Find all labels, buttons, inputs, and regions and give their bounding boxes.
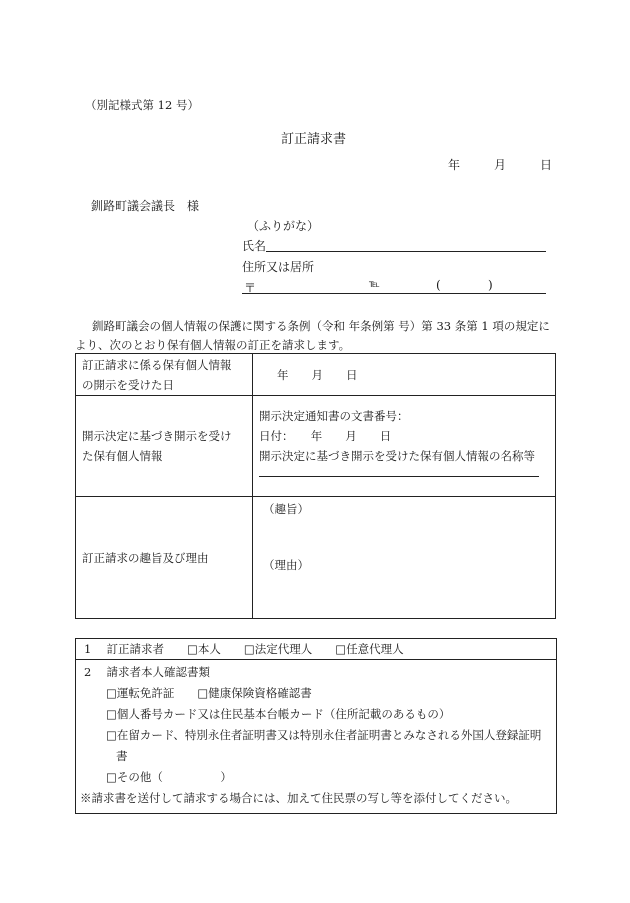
intro-line-2: より、次のとおり保有個人情報の訂正を請求します。 <box>75 338 351 352</box>
address-underline <box>242 293 546 294</box>
requester-type-row[interactable]: 1 訂正請求者 □本人 □法定代理人 □任意代理人 <box>76 639 556 660</box>
intro-line-1: 釧路町議会の個人情報の保護に関する条例（令和 年条例第 号）第 33 条第 1 項の規定に <box>92 319 550 333</box>
disclosed-info-label <box>76 396 253 497</box>
identity-option-license-insurance[interactable]: □運転免許証 □健康保険資格確認書 <box>106 686 312 700</box>
disclosed-info-label-line-1: 開示決定に基づき開示を受け <box>82 429 232 443</box>
disclosure-date-label-line-2: の開示を受けた日 <box>82 377 174 392</box>
disclosure-date-label <box>76 354 253 396</box>
disclosure-date-value[interactable] <box>253 354 556 396</box>
request-table <box>75 353 556 619</box>
identity-option-residence-card[interactable]: □在留カード、特別永住者証明書又は特別永住者証明書とみなされる外国人登録証明 <box>106 728 542 742</box>
mail-request-note: ※請求書を送付して請求する場合には、加えて住民票の写し等を添付してください。 <box>80 791 517 805</box>
disclosure-notice-date: 日付： 年 月 日 <box>259 429 392 443</box>
disclosure-date-text: 年 月 日 <box>277 367 358 382</box>
address-label: 住所又は居所 <box>242 260 315 274</box>
table-row <box>76 354 556 396</box>
disclosed-info-label-line-2: た保有個人情報 <box>82 449 163 463</box>
tel-label: ℡ <box>369 279 380 290</box>
identity-documents-section <box>76 660 556 813</box>
identity-option-mynumber[interactable]: □個人番号カード又は住民基本台帳カード（住所記載のあるもの） <box>106 707 451 721</box>
postal-mark: 〒 <box>244 281 257 295</box>
tel-paren-open: ( <box>436 278 441 292</box>
identity-option-other[interactable]: □その他（ ） <box>106 770 232 784</box>
reason-heading: （理由） <box>263 558 309 572</box>
page-title: 訂正請求書 <box>281 132 347 147</box>
identity-documents-heading: 2 請求者本人確認書類 <box>84 665 210 679</box>
tel-paren-close: ) <box>488 278 493 292</box>
doc-number-field: 開示決定通知書の文書番号： <box>259 409 409 423</box>
disclosed-info-underline <box>259 476 539 477</box>
date-day: 日 <box>540 158 553 172</box>
identity-option-residence-card-cont: 書 <box>116 749 128 763</box>
purpose-heading: （趣旨） <box>263 502 309 516</box>
disclosed-info-name-label: 開示決定に基づき開示を受けた保有個人情報の名称等 <box>259 449 535 463</box>
addressee: 釧路町議会議長 様 <box>91 199 200 213</box>
date-year: 年 <box>448 158 461 172</box>
purpose-reason-label-text: 訂正請求の趣旨及び理由 <box>82 550 209 565</box>
name-label: 氏名 <box>242 239 267 253</box>
purpose-reason-label <box>76 497 253 619</box>
table-row <box>76 497 556 619</box>
disclosed-info-value[interactable] <box>253 396 556 497</box>
disclosure-date-label-line-1: 訂正請求に係る保有個人情報 <box>82 357 232 372</box>
requester-box <box>75 638 557 814</box>
table-row <box>76 396 556 497</box>
form-number: （別記様式第 12 号） <box>85 98 199 112</box>
date-month: 月 <box>494 158 507 172</box>
purpose-reason-value[interactable] <box>253 497 556 619</box>
furigana-label: （ふりがな） <box>247 219 320 233</box>
name-underline <box>266 251 546 252</box>
